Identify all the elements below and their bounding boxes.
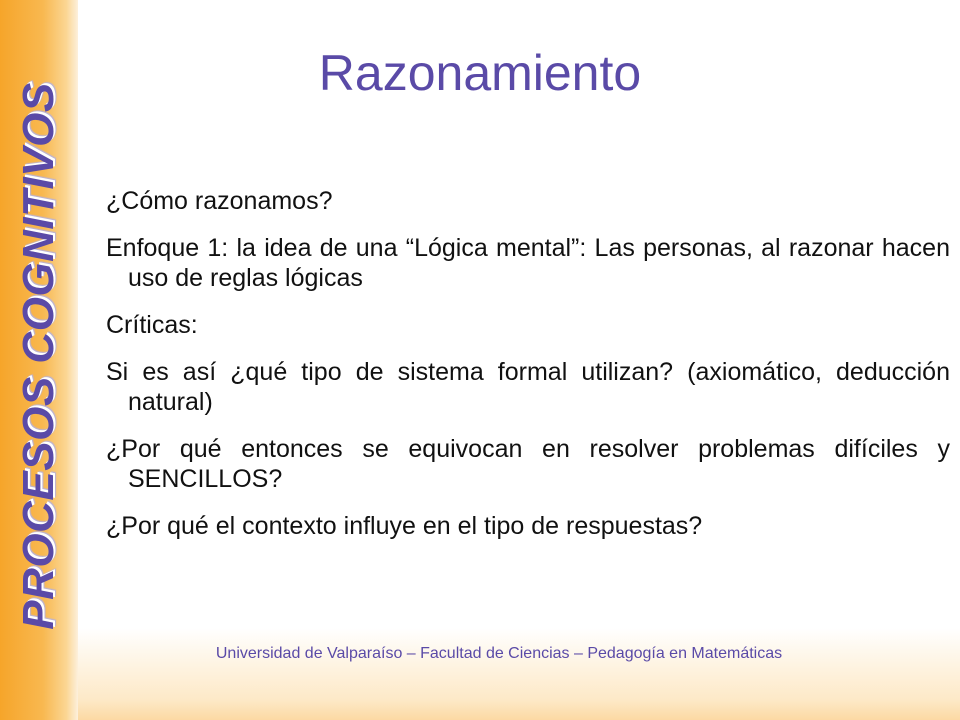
critique-paragraph-2: ¿Por qué entonces se equivocan en resolver problemas difíciles y SENCILLOS? xyxy=(106,435,950,493)
approach-paragraph: Enfoque 1: la idea de una “Lógica mental”: Las personas, al razonar hacen uso de reglas lógicas xyxy=(106,234,950,292)
question-paragraph: ¿Cómo razonamos? xyxy=(106,187,333,215)
side-title: PROCESOS COGNITIVOS xyxy=(14,82,63,630)
critique-paragraph-3: ¿Por qué el contexto influye en el tipo de respuestas? xyxy=(106,512,703,540)
critiques-heading: Críticas: xyxy=(106,311,198,339)
slide-title: Razonamiento xyxy=(318,45,642,101)
slide-body xyxy=(106,186,950,558)
critique-paragraph-1: Si es así ¿qué tipo de sistema formal utilizan? (axiomático, deducción natural) xyxy=(106,358,950,416)
slide-footer: Universidad de Valparaíso – Facultad de Ciencias – Pedagogía en Matemáticas xyxy=(215,645,783,662)
